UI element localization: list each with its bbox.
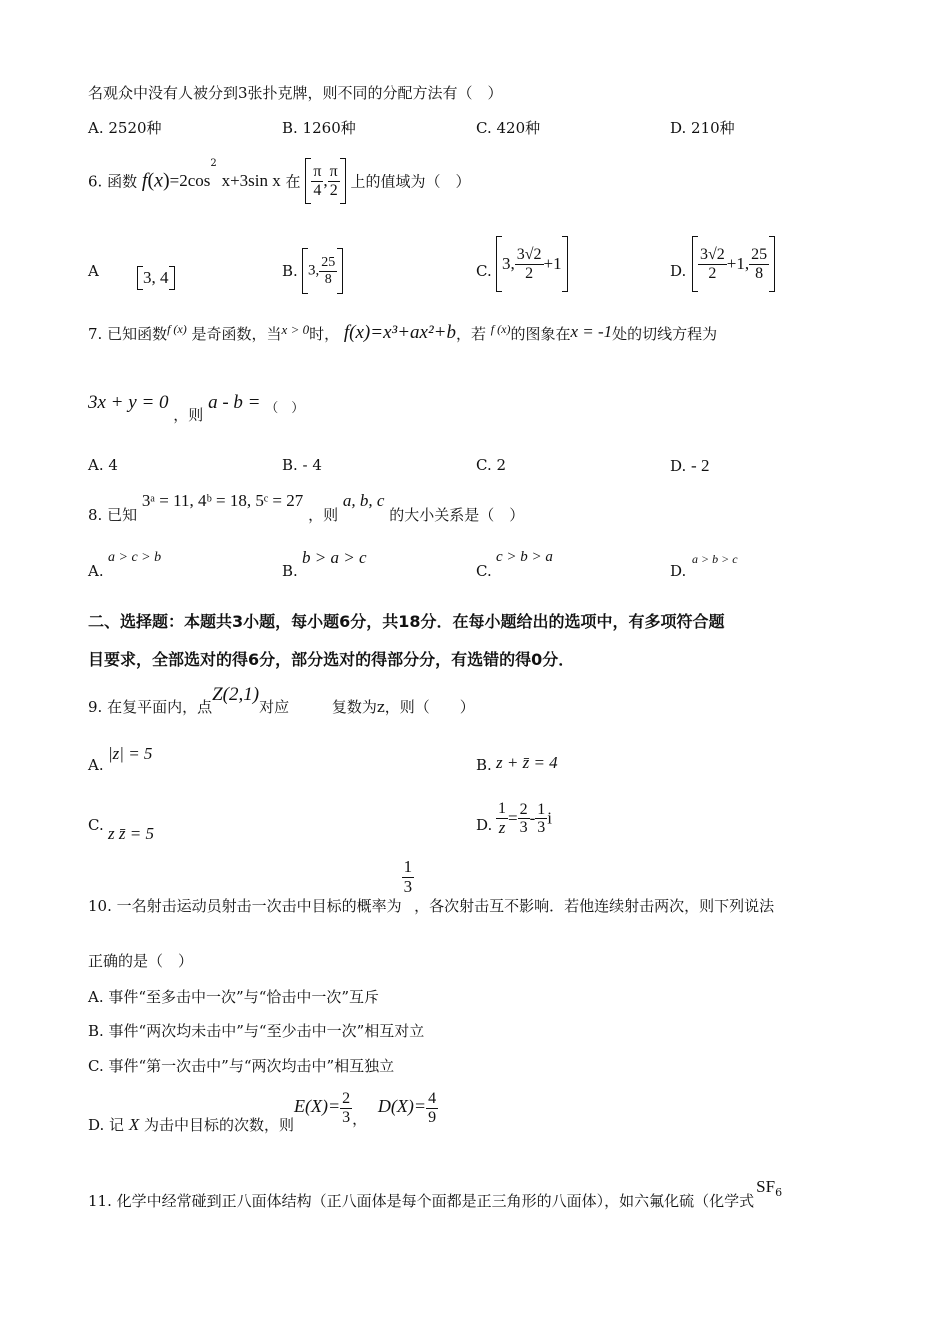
q10-option-c: C. 事件“第一次击中”与“两次均击中”相互独立 bbox=[88, 1057, 395, 1075]
q9-num: 9. 在复平面内，点 bbox=[88, 698, 213, 716]
q9-option-b: z + z̄ = 4 bbox=[496, 753, 558, 772]
q6-func-tail: x+3sin x bbox=[221, 171, 281, 190]
q11-formula: SF bbox=[756, 1177, 776, 1196]
q10-stem: 10. 一名射击运动员射击一次击中目标的概率为 $\frac{1}{3}$ ，各次射击互不影响．若他连续射击两次，则下列说法 bbox=[88, 857, 775, 916]
q10-stem-line2: 正确的是（ ） bbox=[88, 952, 194, 970]
q8-stem: 8. 已知 3ᵃ = 11, 4ᵇ = 18, 5ᶜ = 27 ，则 a, b, c 的大小关系是（ ） bbox=[88, 491, 525, 524]
q7-tangent-eq: 3x + y = 0 bbox=[88, 392, 169, 413]
q7-ask: a - b = bbox=[208, 392, 261, 413]
q6-option-b: 3, $\frac{25}{8}$ bbox=[302, 248, 343, 294]
q10-var-x: X bbox=[128, 1115, 140, 1135]
q7-option-d: D. - 2 bbox=[670, 456, 710, 475]
q8-option-b: b > a > c bbox=[302, 548, 367, 567]
q8-option-d: a > b > c bbox=[692, 552, 738, 566]
q7-option-c: C. 2 bbox=[476, 456, 507, 474]
q6-option-a-value: 3, 4 bbox=[143, 268, 169, 287]
q6-option-b-label: B. bbox=[282, 262, 298, 280]
q7-option-a: A. 4 bbox=[88, 456, 118, 474]
q7-option-b: B. - 4 bbox=[282, 456, 322, 474]
q10-expectation: E(X)= bbox=[294, 1096, 341, 1117]
q6-range-end: 上的值域为（ ） bbox=[350, 172, 471, 191]
q9-option-a-label: A. bbox=[88, 756, 104, 774]
q8-option-c: c > b > a bbox=[496, 549, 553, 565]
q8-option-b-label: B. bbox=[282, 562, 298, 580]
q6-zai: 在 bbox=[285, 172, 301, 191]
q6-option-a-label: A bbox=[88, 262, 99, 280]
q8-num: 8. 已知 bbox=[88, 506, 138, 524]
q9-option-b-label: B. bbox=[476, 756, 492, 774]
q8-option-c-label: C. bbox=[476, 562, 492, 580]
q6-option-a bbox=[137, 266, 175, 290]
q7-stem: 7. 已知函数$^{f (x)}$ 是奇函数，当x > 0时， f(x)=x³+ax²+b，若 $^{f (x)}$的图象在x = -1处的切线方程为 bbox=[88, 322, 718, 343]
q6-option-b-value: 3, bbox=[308, 262, 320, 279]
q10-probability: $\frac{1}{3}$ bbox=[403, 857, 413, 896]
q6-option-c-label: C. bbox=[476, 262, 492, 280]
q7-cond: x > 0 bbox=[281, 322, 310, 337]
q6-stem: 6. 函数 $f(x)=2\cos^2$ x+3sin x 在 $\frac{\pi}{4}$ , $\frac{\pi}{2}$ 上的值域为（ ） bbox=[88, 158, 471, 204]
section2-heading-line2: 目要求，全部选对的得6分，部分选对的得部分分，有选错的得0分． bbox=[88, 650, 575, 669]
q6-interval-left: $\frac{\pi}{4}$ bbox=[313, 162, 322, 199]
q10-start: 10. 一名射击运动员射击一次击中目标的概率为 bbox=[88, 897, 402, 916]
q8-option-d-label: D. bbox=[670, 562, 687, 580]
q5-option-d: D. 210种 bbox=[670, 119, 735, 137]
q9-option-c-label: C. bbox=[88, 816, 104, 834]
q6-num: 6. 函数 bbox=[88, 172, 138, 191]
q9-option-d: $\frac{1}{z}$ = $\frac{2}{3}$ - $\frac{1}{3}$ i bbox=[498, 800, 552, 837]
q6-option-c: 3, $\frac{3√2}{2}$ +1 bbox=[496, 236, 568, 292]
q9-point: Z(2,1) bbox=[212, 684, 260, 705]
q11-stem: 11. 化学中经常碰到正八面体结构（正八面体是每个面都是正三角形的八面体），如六氟化硫（化学式$SF_6$ bbox=[88, 1177, 783, 1210]
q5-option-c: C. 420种 bbox=[476, 119, 541, 137]
q5-option-b: B. 1260种 bbox=[282, 119, 356, 137]
q5-option-a: A. 2520种 bbox=[88, 119, 162, 137]
q8-option-a: a > c > b bbox=[108, 550, 162, 565]
q7-odd: 是奇函数，当 bbox=[191, 325, 282, 343]
q8-formula: 3ᵃ = 11, 4ᵇ = 18, 5ᶜ = 27 bbox=[141, 491, 304, 510]
q10-option-d: D. 记 X 为击中目标的次数，则E(X)= $\frac{2}{3}$ ， D(X)= $\frac{4}{9}$ bbox=[88, 1090, 437, 1135]
q6-option-d: $\frac{3√2}{2}$ +1, $\frac{25}{8}$ bbox=[692, 236, 775, 292]
q6-interval-right: $\frac{\pi}{2}$ bbox=[329, 162, 338, 199]
q10-option-a: A. 事件“至多击中一次”与“恰击中一次”互斥 bbox=[88, 988, 380, 1006]
q6-func-rhs: =2cos bbox=[169, 171, 211, 190]
q11-text: 11. 化学中经常碰到正八面体结构（正八面体是每个面都是正三角形的八面体），如六氟化硫（化学式 bbox=[88, 1192, 755, 1210]
q8-vars: a, b, c bbox=[342, 491, 385, 510]
q7-stem-line2: 3x + y = 0 ，则 a - b = （ ） bbox=[88, 392, 305, 424]
q10-option-b: B. 事件“两次均未击中”与“至少击中一次”相互对立 bbox=[88, 1022, 425, 1040]
q6-func-name: f bbox=[141, 169, 148, 192]
q9-stem: 9. 在复平面内，点Z(2,1)对应 复数为z，则（ ） bbox=[88, 684, 475, 716]
q9-option-a: |z| = 5 bbox=[108, 744, 153, 763]
q8-option-a-label: A. bbox=[88, 562, 104, 580]
section2-heading-line1: 二、选择题：本题共3小题，每小题6分，共18分．在每小题给出的选项中，有多项符合题 bbox=[88, 612, 725, 631]
q7-formula: f(x)=x³+ax²+b bbox=[343, 322, 456, 343]
q10-variance: D(X)= bbox=[377, 1096, 427, 1117]
q5-stem: 名观众中没有人被分到3张扑克牌，则不同的分配方法有（ ） bbox=[88, 84, 503, 102]
q9-option-d-label: D. bbox=[476, 816, 493, 834]
q6-option-d-label: D. bbox=[670, 262, 687, 280]
q7-xval: x = -1 bbox=[570, 322, 613, 341]
q7-num: 7. 已知函数 bbox=[88, 325, 168, 343]
q9-option-c: z z̄ = 5 bbox=[108, 824, 154, 843]
